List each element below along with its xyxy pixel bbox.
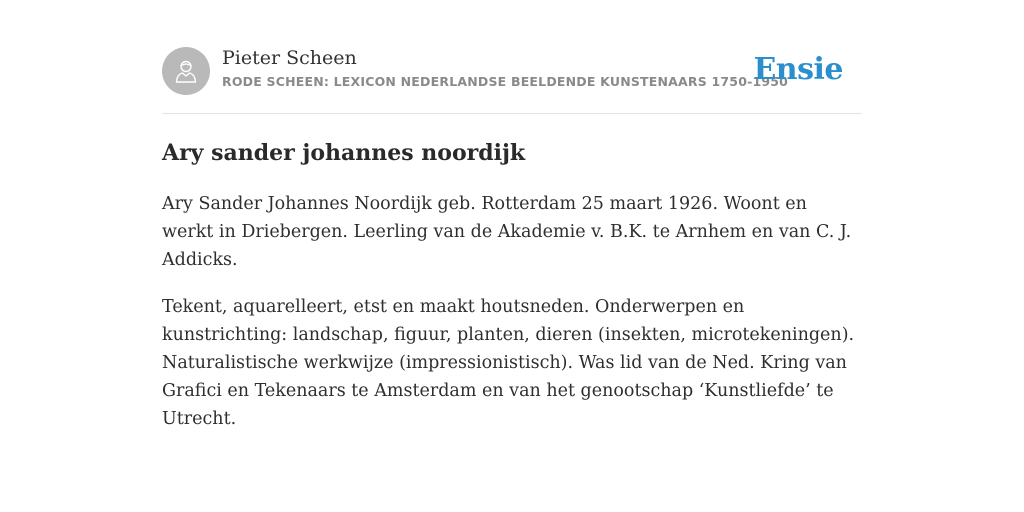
article-title: Ary sander johannes noordijk xyxy=(162,140,526,166)
ensie-logo[interactable]: Ensie xyxy=(753,52,843,87)
author-block xyxy=(222,46,788,90)
user-icon xyxy=(172,57,200,85)
article-paragraph: Ary Sander Johannes Noordijk geb. Rotterdam 25 maart 1926. Woont en werkt in Driebergen. Leerling van de Akademie v. B.K. te Arnhem en van C. J. Addicks. xyxy=(162,194,852,270)
header-divider xyxy=(162,113,862,114)
article-body xyxy=(162,190,862,452)
source-title[interactable]: RODE SCHEEN: LEXICON NEDERLANDSE BEELDENDE KUNSTENAARS 1750-1950 xyxy=(222,74,789,89)
article-header xyxy=(162,46,862,96)
author-name[interactable]: Pieter Scheen xyxy=(222,47,357,69)
avatar[interactable] xyxy=(162,47,210,95)
article-paragraph: Tekent, aquarelleert, etst en maakt houtsneden. Onderwerpen en kunstrichting: landschap, figuur, planten, dieren (insekten, microtekeningen). Naturalistische werkwijze (impressionistisch). Was lid van de Ned. Kring van Grafici en Tekenaars te Amsterdam en van het genootschap ‘Kunstliefde’ te Utrecht. xyxy=(162,297,855,429)
